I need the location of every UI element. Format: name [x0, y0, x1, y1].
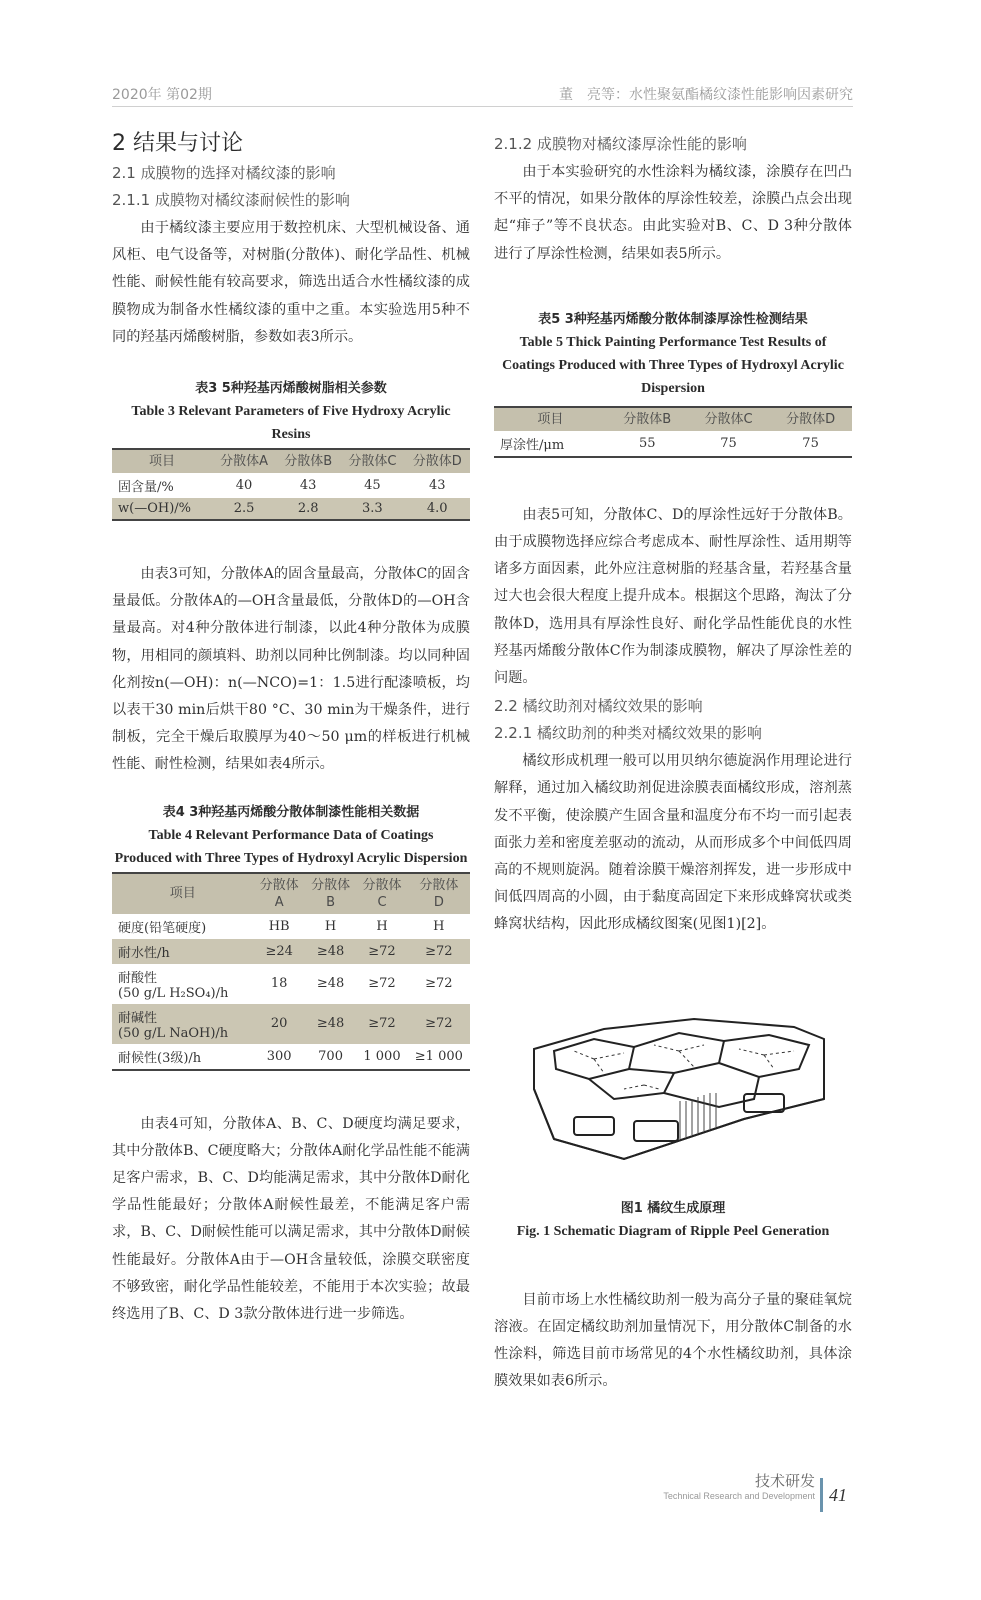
table-row: [112, 498, 470, 520]
table-cell: 耐碱性 (50 g/L NaOH)/h: [112, 1004, 253, 1044]
table-caption-en: Table 3 Relevant Parameters of Five Hydroxy Acrylic Resins: [131, 404, 451, 443]
table-cell: ≥72: [425, 976, 453, 992]
table-cell: 耐水性/h: [112, 939, 253, 964]
paragraph: 由于橘纹漆主要应用于数控机床、大型机械设备、通风柜、电气设备等，对树脂(分散体)、耐化学品性、机械性能、耐候性能有较高要求，筛选出适合水性橘纹漆的成膜物成为制备水性橘纹漆的重中之重。本实验选用5种不同的羟基丙烯酸树脂，参数如表3所示。: [112, 220, 470, 345]
table-cell: 耐酸性 (50 g/L H₂SO₄)/h: [118, 970, 229, 1001]
table-5: [494, 406, 852, 458]
footer-label-zh: 技术研发: [754, 1472, 815, 1490]
table-header-cell: 分散体B: [276, 449, 340, 473]
table-cell: 硬度(铅笔硬度): [118, 920, 207, 936]
subsubsection-heading: 2.2.1 橘纹助剂的种类对橘纹效果的影响: [494, 724, 762, 743]
section-heading: 2 结果与讨论: [112, 131, 243, 156]
table-cell: 45: [364, 478, 381, 494]
table-row: [112, 914, 470, 939]
table-cell: w(—OH)/%: [112, 498, 212, 520]
table-header-cell: 分散体 A: [253, 873, 304, 914]
table-cell: 300: [266, 1048, 292, 1064]
table-4: [112, 872, 470, 1071]
table-cell: 18: [270, 976, 288, 992]
paragraph: 由表3可知，分散体A的固含量最高，分散体C的固含量最低。分散体A的—OH含量最低，分散体D的—OH含量最高。对4种分散体进行制漆，以此4种分散体为成膜物，用相同的颜填料、助剂以同种比例制漆。均以同种固化剂按n(—OH)：n(—NCO)=1：1.5进行配漆喷板，均以表干30 min后烘干80 °C、30 min为干燥条件，进行制板，完全干燥后取膜厚为40～50 μm的样板进行机械性能、耐性检测，结果如表4所示。: [112, 566, 470, 773]
subsection-heading: 2.1 成膜物的选择对橘纹漆的影响: [112, 164, 336, 182]
table-header-cell: 分散体A: [212, 449, 276, 473]
table-cell: ≥72: [408, 1004, 470, 1044]
header-journal-issue: 2020年 第02期: [112, 87, 212, 103]
table-cell: 1 000: [363, 1048, 401, 1064]
table-header-cell: 分散体C: [340, 449, 404, 473]
subsubsection-heading: 2.1.2 成膜物对橘纹漆厚涂性能的影响: [494, 135, 747, 153]
table-cell: 20: [253, 1004, 304, 1044]
table-header-cell: 项目: [112, 449, 212, 473]
table-cell: 43: [428, 478, 446, 494]
table-row: [112, 1044, 470, 1070]
table-header-cell: 分散体D: [769, 407, 852, 431]
header-article-title: 董 亮等：水性聚氨酯橘纹漆性能影响因素研究: [559, 87, 853, 103]
table-cell: 40: [235, 478, 253, 494]
paragraph: 由表4可知，分散体A、B、C、D硬度均满足要求，其中分散体B、C硬度略大；分散体A耐化学品性能不能满足客户需求，B、C、D均能满足需求，其中分散体D耐化学品性能最好；分散体A耐候性最差，不能满足客户需求，B、C、D耐候性能可以满足需求，其中分散体D耐候性能最好。分散体A由于—OH含量较低，涂膜交联密度不够致密，耐化学品性能较差，不能用于本次实验；故最终选用了B、C、D 3款分散体进行进一步筛选。: [112, 1115, 470, 1323]
paragraph: 由于本实验研究的水性涂料为橘纹漆，涂膜存在凹凸不平的情况，如果分散体的厚涂性较差，涂膜凸点会出现起“痱子”等不良状态。由此实验对B、C、D 3种分散体进行了厚涂性检测，结果如表5所示。: [494, 164, 852, 262]
table-caption-en: Produced with Three Types of Hydroxyl Acrylic Dispersion: [114, 850, 468, 866]
footer-label-en: Technical Research and Development: [663, 1491, 815, 1501]
table-cell: ≥72: [368, 976, 396, 992]
table-cell: 固含量/%: [118, 480, 174, 496]
right-column: [494, 120, 852, 1395]
table-cell: 3.3: [340, 498, 404, 520]
table-cell: 厚涂性/μm: [500, 437, 565, 453]
table-header-cell: 项目: [494, 407, 607, 431]
page-number: 41: [820, 1478, 853, 1512]
table-cell: H: [376, 918, 388, 934]
table-cell: ≥48: [305, 939, 356, 964]
left-column: [112, 120, 470, 1328]
table-caption-en: Table 4 Relevant Performance Data of Coatings: [148, 827, 434, 843]
footer-section-label: [663, 1470, 815, 1501]
table-cell: 4.0: [405, 498, 470, 520]
table-cell: ≥48: [316, 976, 345, 992]
paragraph: 由表5可知，分散体C、D的厚涂性远好于分散体B。由于成膜物选择应综合考虑成本、耐性厚涂性、适用期等诸多方面因素，此外应注意树脂的羟基含量，若羟基含量过大也会很大程度上提升成本。根据这个思路，淘汰了分散体D，选用具有厚涂性良好、耐化学品性能优良的水性羟基丙烯酸分散体C作为制漆成膜物，解决了厚涂性差的问题。: [494, 506, 852, 687]
table-cell: HB: [268, 918, 290, 934]
table-cell: 700: [318, 1048, 343, 1064]
table-caption-zh: 表4 3种羟基丙烯酸分散体制漆性能相关数据: [162, 804, 420, 820]
table-row: [112, 939, 470, 964]
paragraph: 目前市场上水性橘纹助剂一般为高分子量的聚硅氧烷溶液。在固定橘纹助剂加量情况下，用分散体C制备的水性涂料，筛选目前市场常见的4个水性橘纹助剂，具体涂膜效果如表6所示。: [494, 1291, 852, 1390]
table-cell: ≥72: [356, 1004, 407, 1044]
table-row: [494, 431, 852, 457]
table-cell: 2.5: [212, 498, 276, 520]
table-header-cell: 分散体 B: [305, 873, 356, 914]
header-rule: [112, 106, 853, 107]
table-cell: ≥48: [305, 1004, 356, 1044]
subsubsection-heading: 2.1.1 成膜物对橘纹漆耐候性的影响: [112, 191, 350, 209]
table-caption-en: Table 5 Thick Painting Performance Test Results of Coatings Produced with Three Types of Hydroxyl Acrylic Dispersion: [502, 334, 844, 396]
table-3: [112, 448, 470, 521]
table-cell: 75: [802, 435, 819, 451]
table-cell: H: [324, 918, 337, 934]
table-cell: 75: [720, 435, 737, 451]
ripple-peel-schematic: [494, 989, 852, 1179]
table-cell: ≥72: [356, 939, 407, 964]
table-cell: 2.8: [276, 498, 340, 520]
table-cell: 耐候性(3级)/h: [118, 1050, 202, 1066]
table-cell: ≥1 000: [414, 1048, 463, 1064]
table-row: [112, 1004, 470, 1044]
table-caption-zh: 表5 3种羟基丙烯酸分散体制漆厚涂性检测结果: [538, 311, 808, 327]
table-header-cell: 分散体C: [688, 407, 769, 431]
figure-ripple-peel-diagram: [494, 989, 852, 1179]
table-header-cell: 分散体 C: [356, 873, 407, 914]
table-header-cell: 分散体D: [405, 449, 470, 473]
table-cell: 55: [638, 435, 656, 451]
table-cell: H: [433, 918, 445, 934]
figure-caption-en: Fig. 1 Schematic Diagram of Ripple Peel Generation: [516, 1223, 830, 1239]
figure-caption-zh: 图1 橘纹生成原理: [620, 1200, 726, 1216]
table-row: [112, 964, 470, 1004]
table-caption-zh: 表3 5种羟基丙烯酸树脂相关参数: [195, 381, 387, 397]
paragraph: 橘纹形成机理一般可以用贝纳尔德旋涡作用理论进行解释，通过加入橘纹助剂促进涂膜表面橘纹形成，溶剂蒸发不平衡，使涂膜产生固含量和温度分布不均一而引起表面张力差和密度差驱动的流动，从而形成多个中间低四周高的不规则旋涡。随着涂膜干燥溶剂挥发，进一步形成中间低四周高的小圆，由于黏度高固定下来形成蜂窝状或类蜂窝状结构，因此形成橘纹图案(见图1)[2]。: [494, 753, 852, 933]
table-row: [112, 473, 470, 498]
table-cell: 43: [299, 478, 317, 494]
table-header-cell: 分散体 D: [408, 873, 470, 914]
table-cell: ≥24: [253, 939, 304, 964]
table-cell: ≥72: [408, 939, 470, 964]
subsection-heading: 2.2 橘纹助剂对橘纹效果的影响: [494, 697, 703, 716]
table-header-cell: 项目: [112, 873, 253, 914]
table-header-cell: 分散体B: [607, 407, 688, 431]
